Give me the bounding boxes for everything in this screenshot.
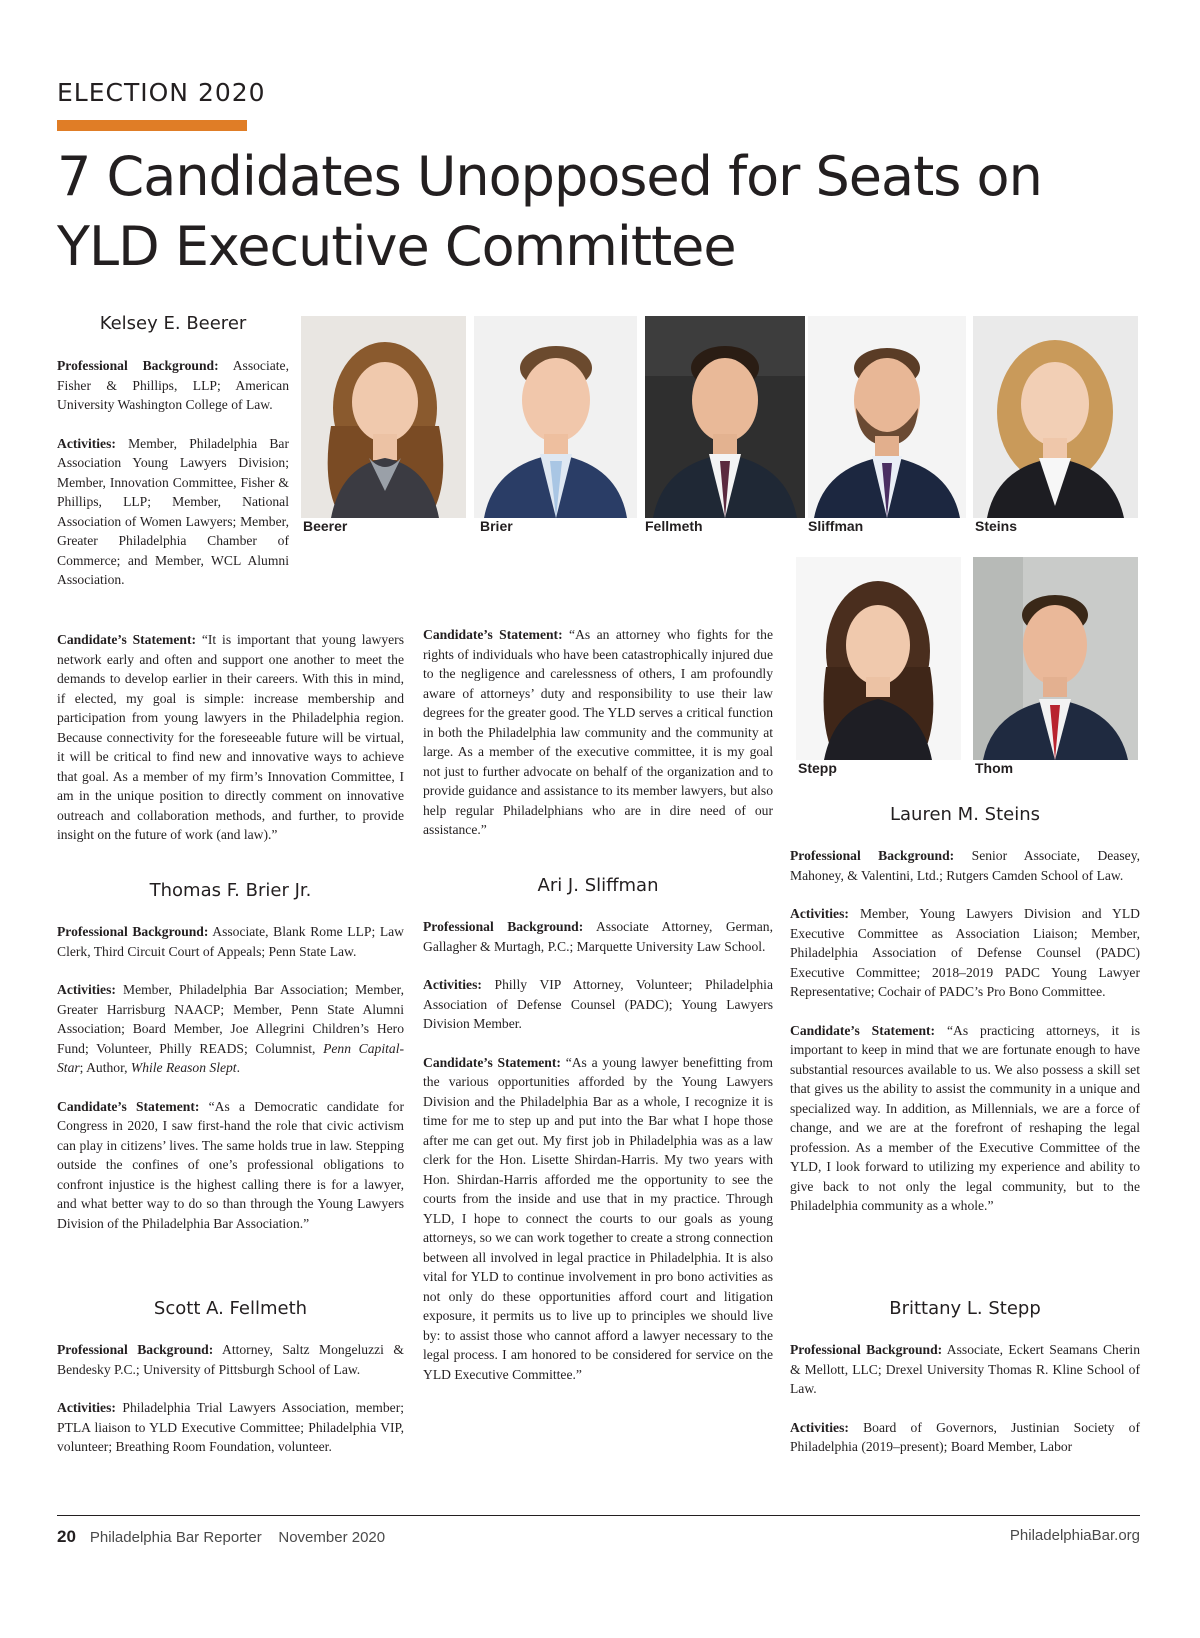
brier-publication-2: While Reason Slept [130, 1060, 237, 1075]
candidate-bio-brier [57, 922, 404, 1252]
brier-professional: Associate, Blank Rome LLP; Law Clerk, Third Circuit Court of Appeals; Penn State Law. [57, 924, 405, 959]
steins-statement: “As practicing attorneys, it is important to keep in mind that we are fortunate enough to have substantial resources available to us. We also possess a skill set that gives us the ability to assist the community in a unique and specialized way. In addition, as Millennials, we are a force of change, and we are at the forefront of reshaping the legal profession. As a member of the Executive Committee of the YLD, I look forward to utilizing my experience and ability to give back to not only the legal community, but to the Philadelphia community as a whole.” [790, 1022, 1140, 1213]
sliffman-activities: Philly VIP Attorney, Volunteer; Philadelphia Association of Defense Counsel (PADC); Young Lawyers Division Member. [423, 977, 773, 1031]
steins-activities: Member, Young Lawyers Division and YLD Executive Committee as Association Liaison; Member, Philadelphia Association of Defense Counsel (PADC) Executive Committee; 2018–2019 PADC Young Lawyer Representative; Cochair of PADC’s Pro Bono Committee. [790, 906, 1140, 999]
candidate-bio-beerer [57, 356, 289, 590]
label-statement: Candidate’s Statement: [57, 1098, 200, 1114]
brier-publication-1: Penn Capital-Star [57, 1040, 404, 1075]
label-statement: Candidate’s Statement: [423, 627, 563, 642]
sliffman-statement: “As a young lawyer benefitting from the various opportunities afforded by the Young Lawyers Division and the Philadelphia Bar as a whole, I recognize it is time for me to step up and put into the Bar what I hope those after me can get out. My first job in Philadelphia was as a law clerk for the Hon. Lisette Shirdan-Harris. My two years with Hon. Shirdan-Harris afforded me the opportunity to see the courts from the inside and use that in my practice. Through YLD, I hope to connect the courts to our goals as young attorneys, so we can work together to create a strong connection between all involved in legal practice in Philadelphia. It is also vital for YLD to continue involvement in pro bono activities as not only do these opportunities afford court and litigation exposure, it permits us to live up to principles we should live by: to assist those who cannot afford a lawyer necessary to the legal process. I am honored to be considered for service on the YLD Executive Committee.” [423, 1054, 773, 1382]
label-professional: Professional Background: [423, 919, 584, 934]
candidate-name-sliffman: Ari J. Sliffman [537, 875, 659, 896]
beerer-professional: Associate, Fisher & Phillips, LLP; American University Washington College of Law. [57, 358, 289, 412]
issue-date: November 2020 [278, 1529, 386, 1546]
caption-thom: Thom [975, 760, 1014, 776]
label-statement: Candidate’s Statement: [57, 632, 197, 647]
caption-brier: Brier [480, 518, 513, 534]
candidate-name-brier: Thomas F. Brier Jr. [149, 880, 312, 901]
candidate-name-steins: Lauren M. Steins [890, 804, 1040, 825]
accent-bar [57, 120, 247, 131]
candidate-bio-steins [790, 846, 1140, 1235]
label-professional: Professional Background: [790, 1342, 943, 1357]
label-activities: Activities: [790, 906, 849, 921]
caption-fellmeth: Fellmeth [645, 518, 703, 534]
caption-beerer: Beerer [303, 518, 348, 534]
photo-stepp [796, 557, 961, 760]
fellmeth-professional: Attorney, Saltz Mongeluzzi & Bendesky P.C.; University of Pittsburgh School of Law. [57, 1342, 404, 1377]
caption-stepp: Stepp [798, 760, 837, 776]
candidate-statement-fellmeth [423, 625, 773, 859]
section-label: ELECTION 2020 [57, 78, 266, 107]
label-professional: Professional Background: [57, 358, 219, 373]
photo-sliffman [808, 316, 966, 518]
brier-activities-end: . [236, 1060, 240, 1075]
label-professional: Professional Background: [57, 1342, 214, 1357]
page-title: 7 Candidates Unopposed for Seats on YLD Executive Committee [57, 145, 1042, 278]
brier-activities-mid: ; Author, [79, 1060, 131, 1075]
label-activities: Activities: [57, 435, 116, 451]
stepp-activities: Board of Governors, Justinian Society of Philadelphia (2019–present); Board Member, Labor [790, 1419, 1140, 1454]
photo-thom [973, 557, 1138, 760]
website-link[interactable]: PhiladelphiaBar.org [1009, 1527, 1140, 1544]
candidate-bio-stepp [790, 1340, 1140, 1476]
caption-sliffman: Sliffman [808, 518, 864, 534]
label-activities: Activities: [57, 1400, 116, 1415]
photo-beerer [301, 316, 466, 518]
brier-statement: “As a Democratic candidate for Congress in 2020, I saw first-hand the role that civic activism can play in citizens’ lives. The same holds true in law. Stepping outside the confines of one’s professional obligations to confront injustice is the highest calling there is for a lawyer, and what better way to do so than through the Young Lawyers Division of the Philadelphia Bar Association.” [57, 1098, 405, 1231]
candidate-bio-fellmeth [57, 1340, 404, 1476]
photo-fellmeth [645, 316, 805, 518]
footer-left [57, 1527, 385, 1547]
photo-brier [474, 316, 637, 518]
footer-rule [57, 1515, 1140, 1516]
page-number: 20 [57, 1527, 76, 1546]
label-activities: Activities: [57, 982, 116, 997]
caption-steins: Steins [975, 518, 1018, 534]
candidate-name-stepp: Brittany L. Stepp [889, 1298, 1041, 1319]
label-activities: Activities: [423, 977, 482, 992]
label-statement: Candidate’s Statement: [423, 1054, 561, 1070]
steins-professional: Senior Associate, Deasey, Mahoney, & Valentini, Ltd.; Rutgers Camden School of Law. [790, 848, 1141, 883]
label-professional: Professional Background: [57, 924, 209, 939]
candidate-name-beerer: Kelsey E. Beerer [99, 313, 247, 334]
stepp-professional: Associate, Eckert Seamans Cherin & Mellott, LLC; Drexel University Thomas R. Kline School of Law. [790, 1342, 1140, 1396]
label-activities: Activities: [790, 1419, 849, 1435]
fellmeth-statement: “As an attorney who fights for the rights of individuals who have been catastrophically injured due to the negligence and carelessness of others, I am profoundly aware of attorneys’ duty and responsibility to use their law degrees for the greater good. The YLD serves a critical function in both the Philadelphia law community and the community at large. As a member of the executive committee, it is my goal not just to further advocate on behalf of the organization and to provide guidance and assistance to its member lawyers, but also help regular Philadelphians who are in dire need of our assistance.” [423, 627, 773, 837]
beerer-activities: Member, Philadelphia Bar Association Young Lawyers Division; Member, Innovation Committee, Fisher & Phillips, LLP; Member, National Association of Women Lawyers; Member, Greater Philadelphia Chamber of Commerce; and Member, WCL Alumni Association. [57, 435, 289, 587]
beerer-statement: “It is important that young lawyers network early and often and support one another to meet the demands to develop earlier in their careers. With this in mind, if elected, my goal is simple: increase membership and participation from young lawyers in the Philadelphia region. Because connectivity for the foreseeable future will be virtual, it will be critical to find new and innovative ways to achieve that goal. As a member of my firm’s Innovation Committee, I am in the unique position to directly comment on innovative outreach and collaboration methods, and further, to provide insight on the future of work (and law).” [57, 632, 405, 842]
sliffman-professional: Associate Attorney, German, Gallagher & Murtagh, P.C.; Marquette University Law School. [423, 919, 773, 954]
label-statement: Candidate’s Statement: [790, 1022, 936, 1038]
candidate-statement-beerer [57, 630, 404, 864]
label-professional: Professional Background: [790, 848, 955, 863]
photo-steins [973, 316, 1138, 518]
publication-name: Philadelphia Bar Reporter [89, 1529, 262, 1546]
candidate-bio-sliffman [423, 917, 773, 1403]
candidate-name-fellmeth: Scott A. Fellmeth [153, 1298, 308, 1319]
brier-activities: Member, Philadelphia Bar Association; Member, Greater Harrisburg NAACP; Member, Penn State Alumni Association; Board Member, Joe Allegrini Children’s Hero Fund; Volunteer, Philly READS; Columnist, [57, 982, 404, 1056]
fellmeth-activities: Philadelphia Trial Lawyers Association, member; PTLA liaison to YLD Executive Committee; Philadelphia VIP, volunteer; Breathing Room Foundation, volunteer. [57, 1400, 404, 1454]
